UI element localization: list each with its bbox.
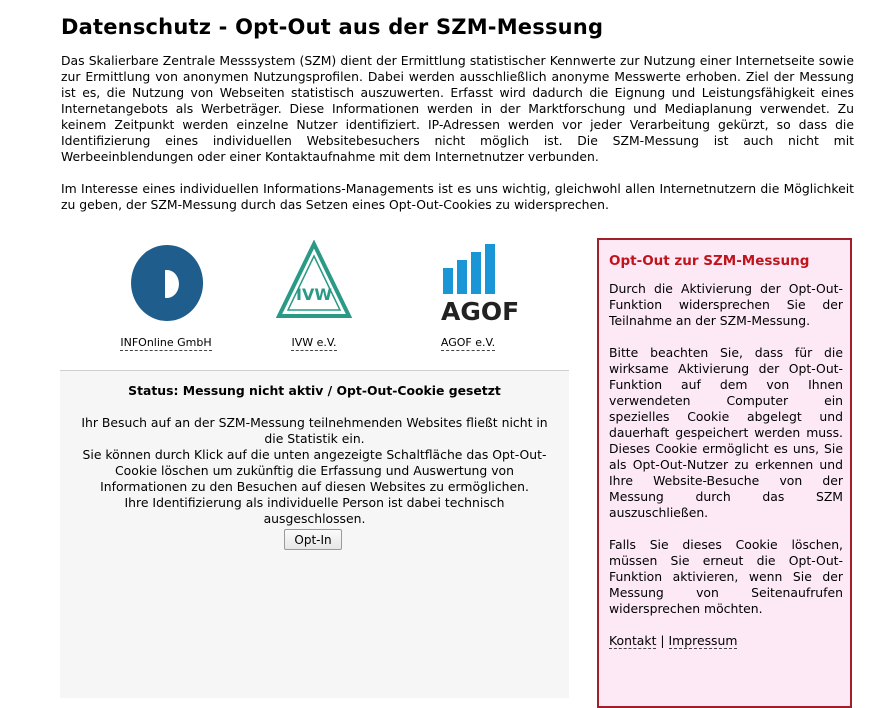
logo-caption-ivw[interactable]: IVW e.V. [291, 336, 337, 349]
infonline-logo-icon [91, 240, 241, 330]
status-line-3: Ihre Identifizierung als individuelle Person ist dabei technisch ausgeschlossen. [124, 495, 505, 526]
status-panel [60, 370, 569, 698]
status-title: Status: Messung nicht aktiv / Opt-Out-Cookie gesetzt [128, 383, 501, 398]
optout-sidebar [597, 238, 852, 708]
status-line-1: Ihr Besuch auf an der SZM-Messung teilnehmenden Websites fließt nicht in die Statistik ein. [81, 415, 548, 446]
agof-logo-icon [393, 240, 543, 330]
ivw-logo-block [239, 240, 389, 349]
logo-caption-infonline[interactable]: INFOnline GmbH [120, 336, 212, 349]
sidebar-paragraph-1: Durch die Aktivierung der Opt-Out-Funktion widersprechen Sie der Teilnahme an der SZM-Messung. [609, 281, 843, 328]
kontakt-link[interactable]: Kontakt [609, 633, 657, 648]
sidebar-title: Opt-Out zur SZM-Messung [609, 253, 810, 269]
sidebar-paragraph-3: Falls Sie dieses Cookie löschen, müssen Sie erneut die Opt-Out-Funktion aktivieren, wenn Sie der Messung von Seitenaufrufen widersprechen möchten. [609, 537, 843, 616]
status-line-2: Sie können durch Klick auf die unten angezeigte Schaltfläche das Opt-Out-Cookie löschen um zukünftig die Erfassung und Auswertung von Informationen zu den Besuchen auf diesen Websites zu ermöglichen. [82, 447, 547, 494]
status-text [78, 415, 551, 527]
impressum-link[interactable]: Impressum [668, 633, 738, 648]
link-separator: | [660, 633, 665, 648]
sidebar-body [609, 281, 843, 649]
logo-caption-agof[interactable]: AGOF e.V. [440, 336, 496, 349]
intro-paragraph-2: Im Interesse eines individuellen Informations-Managements ist es uns wichtig, gleichwohl allen Internetnutzern die Möglichkeit zu geben, der SZM-Messung durch das Setzen eines Opt-Out-Cookies zu widersprechen. [61, 181, 854, 212]
sidebar-links [609, 633, 843, 649]
sidebar-paragraph-2: Bitte beachten Sie, dass für die wirksame Aktivierung der Opt-Out-Funktion auf dem von Ihnen verwendeten Computer ein spezielles Cookie abgelegt und dauerhaft gespeichert werden muss. Dieses Cookie ermöglicht es uns, Sie als Opt-Out-Nutzer zu erkennen und Ihre Website-Besuche von der Messung durch das SZM auszuschließen. [609, 345, 843, 520]
infonline-logo-block [91, 240, 241, 349]
page-title: Datenschutz - Opt-Out aus der SZM-Messung [61, 15, 604, 39]
partner-logos [61, 240, 569, 352]
ivw-logo-mark: IVW [296, 285, 332, 304]
opt-in-button[interactable]: Opt-In [284, 529, 342, 550]
agof-logo-mark: AGOF [441, 297, 520, 326]
intro-paragraph-1: Das Skalierbare Zentrale Messsystem (SZM) dient der Ermittlung statistischer Kennwerte zur Nutzung einer Internetseite sowie zur Ermittlung von anonymen Nutzungsprofilen. Dabei werden ausschließlich anonyme Messwerte erhoben. Ziel der Messung ist es, die Nutzung von Webseiten statistisch auszuwerten. Erfasst wird dadurch die Eignung und Leistungsfähigkeit eines Internetangebots als Werbeträger. Diese Informationen werden in der Marktforschung und Mediaplanung verwendet. Zu keinem Zeitpunkt werden einzelne Nutzer identifiziert. IP-Adressen werden vor jeder Verarbeitung gekürzt, so dass die Identifizierung eines individuellen Websitebesuchers nicht möglich ist. Die SZM-Messung ist auch nicht mit Werbeeinblendungen oder einer Kontaktaufnahme mit dem Internetnutzer verbunden. [61, 53, 854, 164]
agof-logo-block [393, 240, 543, 349]
intro-text [61, 53, 854, 229]
ivw-logo-icon [239, 240, 389, 330]
